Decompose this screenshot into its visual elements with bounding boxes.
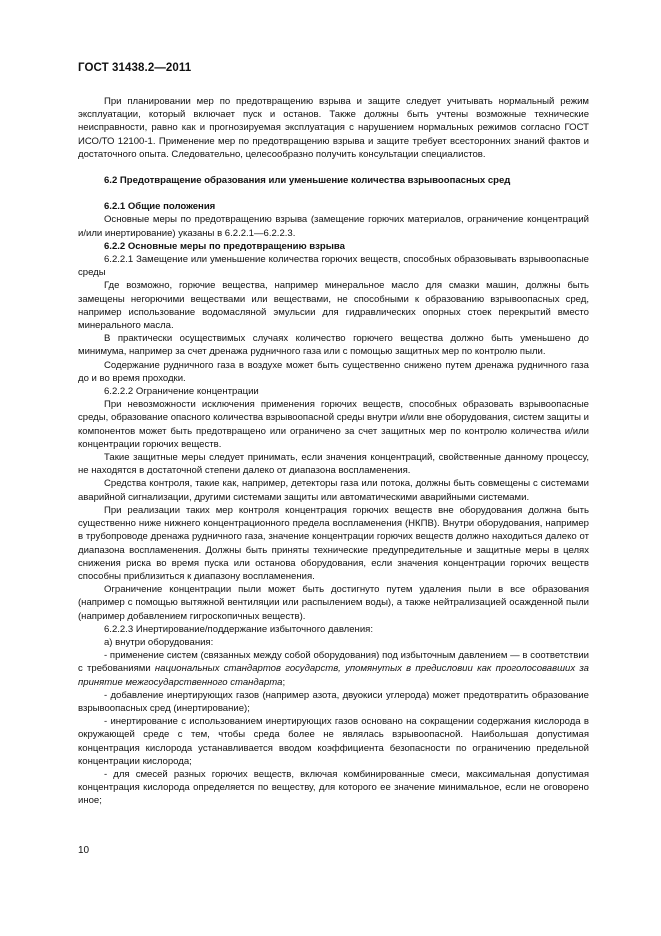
subsection-heading: 6.2.2 Основные меры по предотвращению взрыва: [104, 240, 345, 252]
paragraph: Ограничение концентрации пыли может быть достигнуто путем удаления пыли в все образования (например с помощью вытяжной вентиляции или распылением воды), а также нейтрализацией осажденной пыли (например добавлением гигроскопичных веществ).: [78, 584, 589, 622]
document-header: ГОСТ 31438.2—2011: [78, 62, 192, 74]
paragraph: В практически осуществимых случаях количество горючего вещества должно быть уменьшено до минимума, например за счет дренажа рудничного газа или с помощью защитных мер по контролю пыли.: [78, 333, 589, 358]
list-item: - добавление инертирующих газов (например азота, двуокиси углерода) может предотвратить образование взрывоопасных сред (инертирование);: [78, 689, 589, 714]
list-heading: а) внутри оборудования:: [104, 636, 214, 648]
section-heading: 6.2 Предотвращение образования или уменьшение количества взрывоопасных сред: [104, 175, 511, 187]
paragraph: Такие защитные меры следует принимать, если значения концентраций, свойственные данному процессу, не находятся в достаточной степени далеко от диапазона воспламенения.: [78, 452, 589, 477]
list-item: [78, 649, 589, 689]
paragraph: При невозможности исключения применения горючих веществ, способных образовать взрывоопасные среды, образование опасного количества взрывоопасной среды внутри и/или вне оборудования, систем защиты и компонентов может быть предотвращено или ограничено за счет защитных мер по контролю количества и/или концентрации горючих веществ.: [78, 399, 589, 450]
paragraph: Средства контроля, такие как, например, детекторы газа или потока, должны быть совмещены с системами аварийной сигнализации, другими системами защиты или автоматическими аварийными системами.: [78, 478, 589, 503]
list-item: - инертирование с использованием инертирующих газов основано на сокращении содержания кислорода в окружающей среде с тем, чтобы среда более не являлась взрывоопасной. Наибольшая допустимая концентрация кислорода устанавливается вводом коэффициента безопасности по ограничению предельной концентрации кислорода;: [78, 716, 589, 767]
list-item-text: - применение систем (связанных между собой оборудования) под избыточным давлением — в соответствии с требованиями: [78, 650, 589, 675]
list-item-text-end: ;: [282, 676, 286, 688]
paragraph: Основные меры по предотвращению взрыва (замещение горючих материалов, ограничение концентраций и/или инертирование) указаны в 6.2.2.1—6.2.2.3.: [78, 214, 589, 239]
document-body: [78, 95, 589, 808]
clause-heading: 6.2.2.3 Инертирование/поддержание избыточного давления:: [104, 623, 373, 635]
list-item: - для смесей разных горючих веществ, включая комбинированные смеси, максимальная допустимая концентрация кислорода определяется по веществу, для которого ее значение минимальное, если не оговорено иное;: [78, 768, 589, 807]
list-item-italic-text: национальных стандартов государств, упомянутых в предисловии как проголосовавших за принятие межгосударственного стандарта: [78, 663, 589, 688]
subsection-heading: 6.2.1 Общие положения: [104, 201, 216, 213]
clause-heading: 6.2.2.2 Ограничение концентрации: [104, 386, 259, 398]
clause-heading: 6.2.2.1 Замещение или уменьшение количества горючих веществ, способных образовывать взрывоопасные среды: [78, 254, 589, 279]
paragraph: Содержание рудничного газа в воздухе может быть существенно снижено путем дренажа рудничного газа до и во время проходки.: [78, 359, 589, 384]
paragraph: Где возможно, горючие вещества, например минеральное масло для смазки машин, должны быть замещены негорючими веществами или веществами, не способными к образованию взрывоопасных сред, например использование водомасляной эмульсии для гидравлических опорных стоек перекрытий вместо минерального масла.: [78, 280, 589, 332]
paragraph: При реализации таких мер контроля концентрация горючих веществ вне оборудования должна быть существенно ниже нижнего концентрационного предела воспламенения (НКПВ). Внутри оборудования, например в трубопроводе дренажа рудничного газа, значение концентрации горючих веществ должно находиться далеко от диапазона воспламенения. Должны быть приняты технические предупредительные и защитные меры в целях снижения риска во время пуска или останова оборудования, если значения концентрации горючих веществ способны приблизиться к диапазону воспламенения.: [78, 504, 589, 582]
page-number: 10: [78, 845, 90, 856]
paragraph: При планировании мер по предотвращению взрыва и защите следует учитывать нормальный режим эксплуатации, который включает пуск и останов. Также должны быть учтены возможные технические неисправности, равно как и прогнозируемая эксплуатация с нарушением нормальных режимов согласно ГОСТ ИСО/ТО 12100-1. Применение мер по предотвращению взрыва и защите требует всесторонних знаний фактов и достаточного опыта. Следовательно, целесообразно получить консультации специалистов.: [78, 96, 589, 160]
